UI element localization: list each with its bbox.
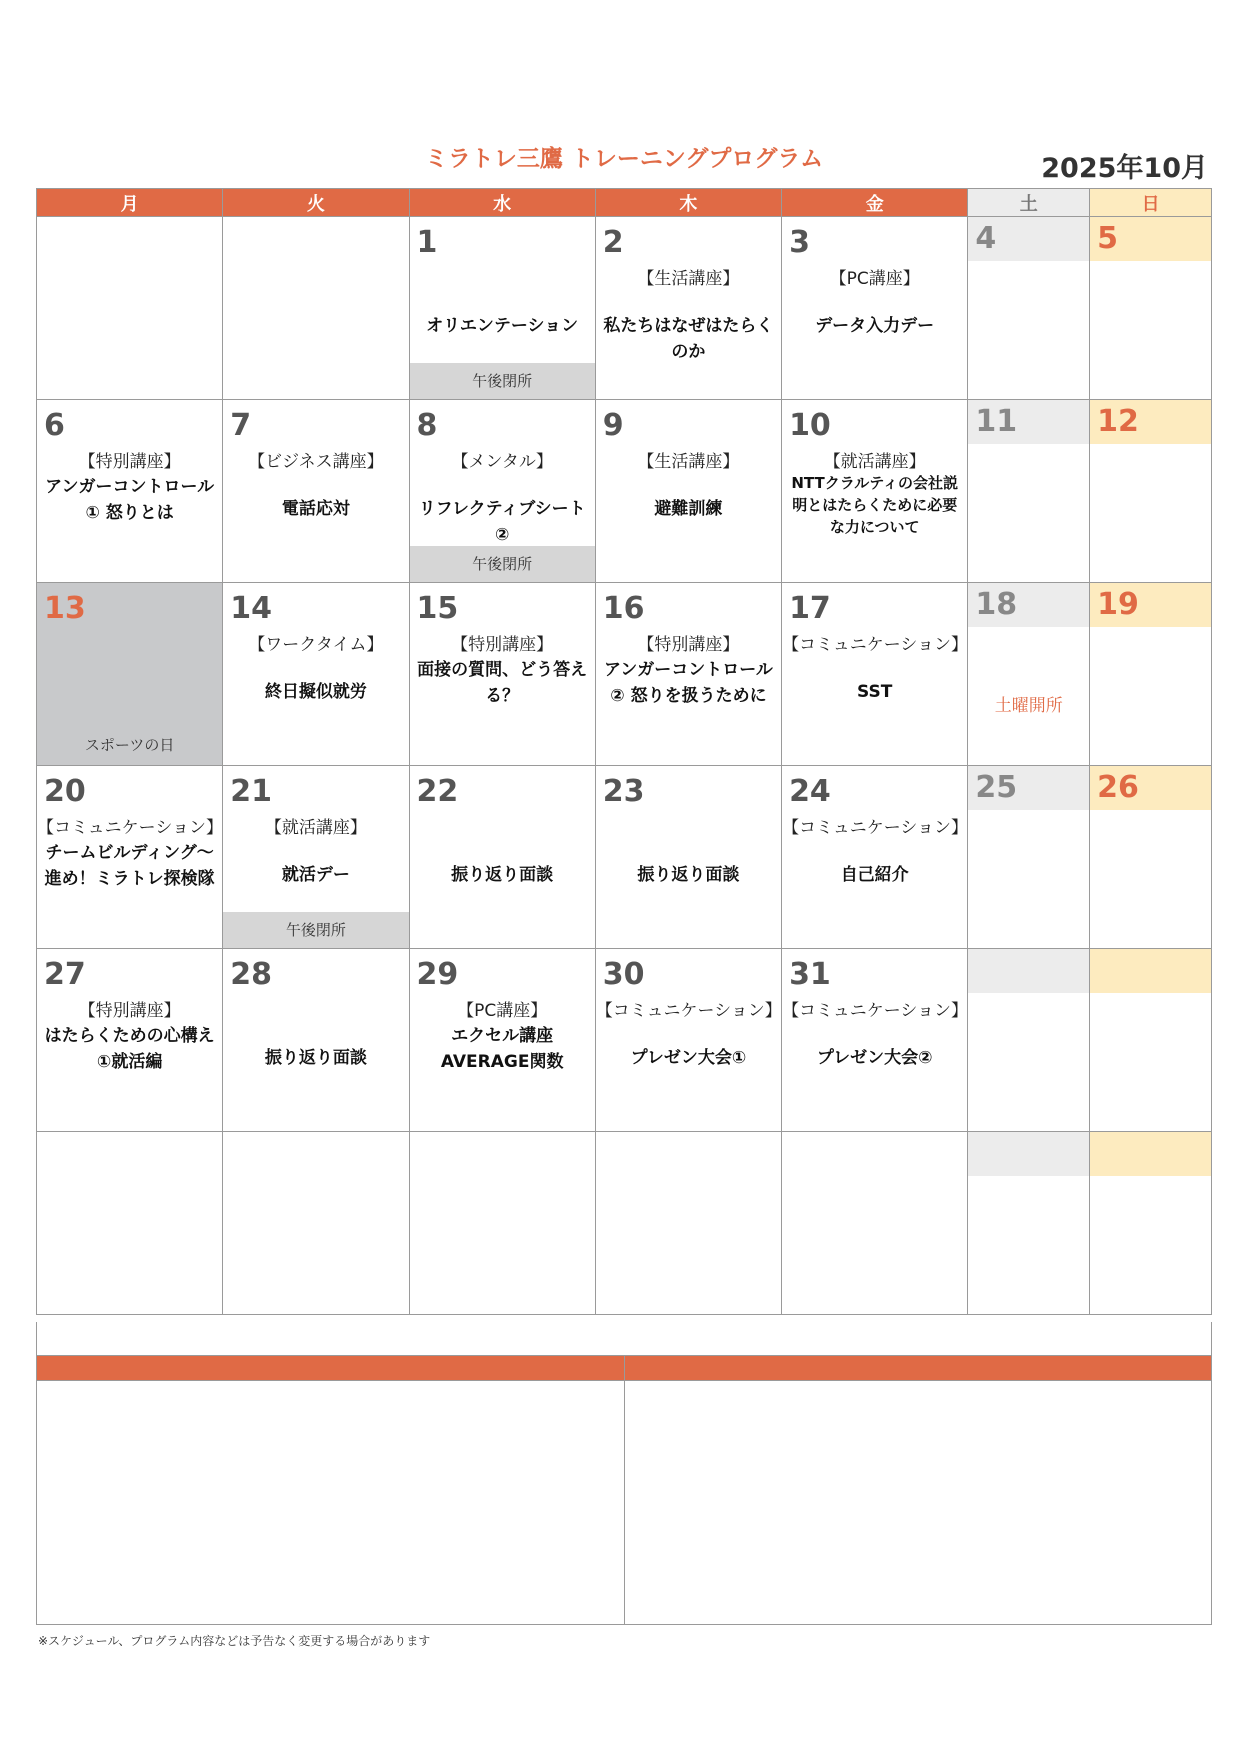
event-title: 私たちはなぜはたらくのか bbox=[603, 316, 774, 362]
day-cell-holiday bbox=[37, 583, 223, 766]
event-title: 避難訓練 bbox=[654, 499, 723, 519]
event-title: 面接の質問、どう答える？ bbox=[417, 660, 588, 706]
event-category: 【ワークタイム】 bbox=[248, 635, 384, 655]
day-cell bbox=[223, 400, 409, 583]
day-cell bbox=[595, 1132, 781, 1315]
day-number: 9 bbox=[602, 408, 624, 443]
notes-header-right bbox=[624, 1356, 1212, 1381]
event-category: 【コミュニケーション】 bbox=[782, 1001, 969, 1021]
day-cell-saturday bbox=[968, 583, 1090, 766]
day-number: 12 bbox=[1090, 400, 1211, 444]
weekday-tue: 火 bbox=[223, 189, 409, 217]
day-number bbox=[1090, 1132, 1211, 1176]
day-cell bbox=[223, 217, 409, 400]
day-cell bbox=[595, 766, 781, 949]
weekday-sat: 土 bbox=[968, 189, 1090, 217]
day-cell bbox=[223, 949, 409, 1132]
day-cell-sunday bbox=[1090, 949, 1212, 1132]
day-cell bbox=[595, 217, 781, 400]
event-title: 振り返り面談 bbox=[451, 865, 554, 885]
afternoon-closed: 午後閉所 bbox=[410, 363, 595, 399]
day-number: 22 bbox=[416, 774, 459, 809]
week-row bbox=[37, 1132, 1212, 1315]
day-cell bbox=[409, 1132, 595, 1315]
week-row bbox=[37, 583, 1212, 766]
day-number bbox=[968, 949, 1089, 993]
day-cell-sunday bbox=[1090, 1132, 1212, 1315]
day-number: 10 bbox=[789, 408, 831, 443]
day-cell-saturday bbox=[968, 949, 1090, 1132]
day-cell bbox=[37, 217, 223, 400]
day-cell-saturday bbox=[968, 217, 1090, 400]
calendar-grid bbox=[36, 188, 1212, 1315]
day-cell bbox=[409, 949, 595, 1132]
event-category: 【コミュニケーション】 bbox=[782, 818, 969, 838]
week-row bbox=[37, 949, 1212, 1132]
day-cell bbox=[37, 400, 223, 583]
day-cell-sunday bbox=[1090, 766, 1212, 949]
day-cell-sunday bbox=[1090, 217, 1212, 400]
day-number: 29 bbox=[416, 957, 459, 992]
day-number: 19 bbox=[1090, 583, 1211, 627]
event-category: 【就活講座】 bbox=[823, 452, 926, 472]
notes-box-left bbox=[37, 1381, 625, 1625]
day-number: 24 bbox=[789, 774, 831, 809]
grid-spacer bbox=[36, 1322, 1212, 1355]
event-title: 振り返り面談 bbox=[637, 865, 740, 885]
day-cell-saturday bbox=[968, 1132, 1090, 1315]
event-category: 【メンタル】 bbox=[451, 452, 553, 472]
event-title: 電話応対 bbox=[281, 499, 350, 519]
day-number: 2 bbox=[602, 225, 624, 260]
week-row bbox=[37, 217, 1212, 400]
event-title: プレゼン大会② bbox=[816, 1048, 933, 1068]
event-title: 終日擬似就労 bbox=[264, 682, 367, 702]
weekday-wed: 水 bbox=[409, 189, 595, 217]
event-title: プレゼン大会① bbox=[630, 1048, 747, 1068]
day-number: 7 bbox=[230, 408, 252, 443]
event-title: リフレクティブシート② bbox=[418, 499, 586, 545]
day-number: 1 bbox=[416, 225, 438, 260]
weekday-thu: 木 bbox=[595, 189, 781, 217]
day-number: 18 bbox=[968, 583, 1089, 627]
day-cell bbox=[223, 1132, 409, 1315]
day-number: 26 bbox=[1090, 766, 1211, 810]
event-title: SST bbox=[857, 682, 893, 702]
day-cell-saturday bbox=[968, 766, 1090, 949]
weekday-sun: 日 bbox=[1090, 189, 1212, 217]
event-title: 自己紹介 bbox=[840, 865, 909, 885]
day-cell bbox=[782, 1132, 968, 1315]
day-cell-sunday bbox=[1090, 400, 1212, 583]
event-title: データ入力デー bbox=[815, 316, 935, 336]
event-category: 【特別講座】 bbox=[451, 635, 554, 655]
notes-panel bbox=[36, 1355, 1212, 1625]
day-number: 28 bbox=[230, 957, 273, 992]
day-number: 4 bbox=[968, 217, 1089, 261]
day-number: 13 bbox=[44, 591, 86, 626]
day-cell bbox=[782, 766, 968, 949]
event-title: はたらくための心構え ①就活編 bbox=[44, 1026, 215, 1072]
page-title: ミラトレ三鷹 トレーニングプログラム bbox=[424, 146, 824, 172]
event-category: 【生活講座】 bbox=[637, 452, 740, 472]
day-cell bbox=[782, 949, 968, 1132]
day-cell bbox=[223, 583, 409, 766]
week-row bbox=[37, 400, 1212, 583]
day-cell bbox=[223, 766, 409, 949]
day-cell-saturday bbox=[968, 400, 1090, 583]
weekday-fri: 金 bbox=[782, 189, 968, 217]
day-number: 16 bbox=[602, 591, 645, 626]
day-number: 20 bbox=[44, 774, 86, 809]
afternoon-closed: 午後閉所 bbox=[223, 912, 408, 948]
day-cell-sunday bbox=[1090, 583, 1212, 766]
event-category: 【ビジネス講座】 bbox=[248, 452, 384, 472]
day-number: 23 bbox=[602, 774, 645, 809]
event-title: アンガーコントロール② 怒りを扱うために bbox=[603, 660, 773, 706]
day-cell bbox=[595, 949, 781, 1132]
day-number bbox=[968, 1132, 1089, 1176]
event-category: 【コミュニケーション】 bbox=[782, 635, 969, 655]
day-number: 5 bbox=[1090, 217, 1211, 261]
day-cell bbox=[37, 766, 223, 949]
day-cell bbox=[782, 400, 968, 583]
weekday-mon: 月 bbox=[37, 189, 223, 217]
day-number: 27 bbox=[44, 957, 86, 992]
weekday-header-row bbox=[37, 189, 1212, 217]
day-number: 31 bbox=[789, 957, 831, 992]
event-category: 【就活講座】 bbox=[264, 818, 367, 838]
day-cell bbox=[595, 583, 781, 766]
day-number: 17 bbox=[789, 591, 831, 626]
day-cell bbox=[409, 766, 595, 949]
day-number: 11 bbox=[968, 400, 1089, 444]
day-cell bbox=[409, 217, 595, 400]
day-number: 25 bbox=[968, 766, 1089, 810]
week-row bbox=[37, 766, 1212, 949]
holiday-name: スポーツの日 bbox=[84, 736, 175, 754]
day-number: 15 bbox=[416, 591, 459, 626]
event-title: 就活デー bbox=[281, 865, 350, 885]
event-title: NTTクラルティの会社説明とはたらくために必要な力について bbox=[791, 474, 959, 536]
day-cell bbox=[595, 400, 781, 583]
day-number: 14 bbox=[230, 591, 273, 626]
month-label: 2025年10月 bbox=[1041, 153, 1208, 184]
event-title: 振り返り面談 bbox=[264, 1048, 367, 1068]
event-category: 【PC講座】 bbox=[457, 1001, 548, 1021]
afternoon-closed: 午後閉所 bbox=[410, 546, 595, 582]
day-cell bbox=[782, 217, 968, 400]
event-category: 【コミュニケーション】 bbox=[37, 818, 223, 838]
event-category: 【特別講座】 bbox=[78, 452, 181, 472]
day-cell bbox=[409, 583, 595, 766]
event-title: エクセル講座 AVERAGE関数 bbox=[440, 1026, 564, 1072]
event-title: チームビルディング～進め！ミラトレ探検隊 bbox=[44, 843, 215, 889]
day-number: 30 bbox=[602, 957, 645, 992]
notes-header-left bbox=[37, 1356, 625, 1381]
day-cell bbox=[409, 400, 595, 583]
day-number bbox=[1090, 949, 1211, 993]
event-category: 【PC講座】 bbox=[829, 269, 920, 289]
notes-box-right bbox=[624, 1381, 1212, 1625]
day-number: 3 bbox=[789, 225, 810, 260]
event-category: 【特別講座】 bbox=[78, 1001, 181, 1021]
saturday-open: 土曜開所 bbox=[994, 696, 1063, 716]
day-cell bbox=[37, 1132, 223, 1315]
event-category: 【生活講座】 bbox=[637, 269, 740, 289]
event-title: オリエンテーション bbox=[426, 316, 579, 336]
day-number: 8 bbox=[416, 408, 438, 443]
day-cell bbox=[37, 949, 223, 1132]
event-category: 【コミュニケーション】 bbox=[595, 1001, 782, 1021]
day-cell bbox=[782, 583, 968, 766]
footnote: ※スケジュール、プログラム内容などは予告なく変更する場合があります bbox=[38, 1634, 431, 1648]
event-category: 【特別講座】 bbox=[637, 635, 740, 655]
event-title: アンガーコントロール① 怒りとは bbox=[45, 477, 215, 523]
day-number: 6 bbox=[44, 408, 65, 443]
day-number: 21 bbox=[230, 774, 273, 809]
